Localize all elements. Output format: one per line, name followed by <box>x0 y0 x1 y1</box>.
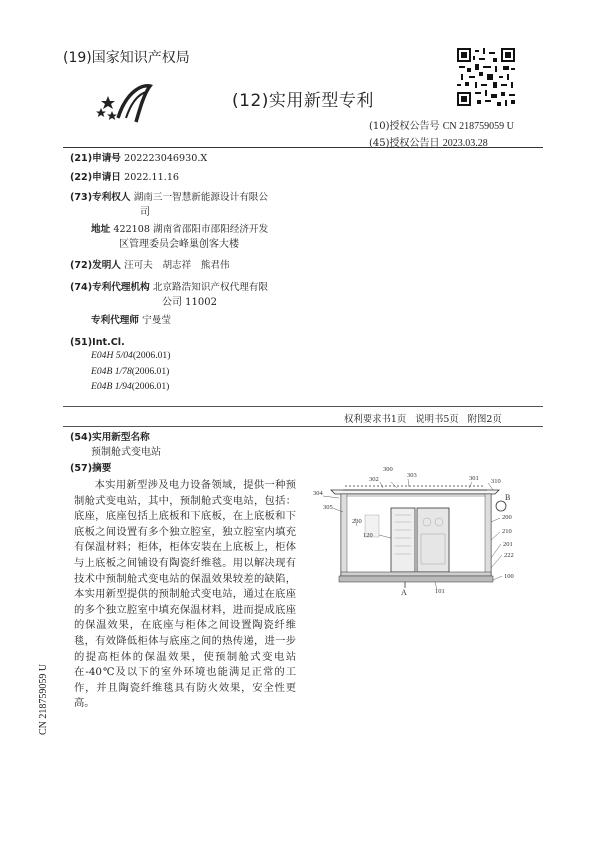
patentee-line1: 湖南三一智慧新能源设计有限公 <box>133 192 268 203</box>
switchgear-cabinet <box>391 508 415 572</box>
title-label <box>70 430 150 445</box>
abstract-text: 本实用新型涉及电力设备领域，提供一种预制舱式变电站，其中，预制舱式变电站，包括：底座，底座包括上底板和下底板，在上底板和下底板之间设置有多个独立腔室，独立腔室内填充有保温材料；柜体，柜体安装在上底板上，柜体与上底板之间铺设有陶瓷纤维毯。用以解决现有技术中预制舱式变电站的保温效果较差的缺陷，本实用新型提供的预制舱式变电站，通过在底座的多个独立腔室中填充保温材料，进而提成底座的保温效果，在底座与柜体之间设置陶瓷纤维毯，有效降低柜体与底座之间的热传递，进一步的提高柜体的保温效果，使预制舱式变电站在-40℃及以下的室外环境也能满足正常的工作，并且陶瓷纤维毯具有防火效果，安全性更高。 <box>74 479 296 710</box>
ipc-item <box>91 366 169 377</box>
pub-date-label: (45)授权公告日 <box>369 138 440 149</box>
counts-divider-top <box>63 406 543 407</box>
app-date: 2022.11.16 <box>124 172 180 183</box>
ipc-code: E04B 1/94 <box>91 381 132 392</box>
inventors: 汪可夫 胡志祥 熊君伟 <box>124 260 230 271</box>
label-222: 222 <box>504 552 514 559</box>
pub-number-row <box>369 117 514 132</box>
app-date-row <box>70 170 179 185</box>
pub-number-label: (10)授权公告号 <box>369 121 440 132</box>
app-number: 202223046930.X <box>124 153 208 164</box>
left-wall <box>341 494 347 576</box>
ipc-item <box>91 381 169 392</box>
address-line1: 422108 湖南省邵阳市邵阳经济开发 <box>113 224 269 235</box>
ipc-code: E04H 5/04 <box>91 350 133 361</box>
abstract-label <box>70 461 111 476</box>
office-name: (19)国家知识产权局 <box>63 50 190 66</box>
ipc-date: (2006.01) <box>132 350 171 361</box>
counts-divider-bottom <box>63 426 543 427</box>
ipc-item <box>91 350 170 361</box>
label-101: 101 <box>435 588 445 595</box>
label-100: 100 <box>504 573 514 580</box>
label-300: 300 <box>383 466 393 473</box>
address-line2: 区管理委员会峰巢创客大楼 <box>119 239 239 250</box>
agency-row <box>70 280 268 295</box>
abstract-label-text: (57)摘要 <box>70 463 112 474</box>
intcl-label <box>70 335 125 350</box>
transformer-cabinet <box>417 508 449 572</box>
utility-model-title: 预制舱式变电站 <box>91 447 161 458</box>
app-number-label: (21)申请号 <box>70 153 121 164</box>
roof <box>331 490 499 494</box>
base <box>339 576 493 582</box>
label-b: B <box>505 493 511 502</box>
label-120: 120 <box>363 532 373 539</box>
patentee-row <box>70 190 268 205</box>
label-304: 304 <box>313 490 323 497</box>
right-wall <box>485 494 491 576</box>
detail-circle-b <box>496 501 506 511</box>
ipc-date: (2006.01) <box>131 381 170 392</box>
upper-floor <box>341 572 491 576</box>
ipc-code: E04B 1/78 <box>91 366 132 377</box>
agent-label: 专利代理师 <box>91 315 139 326</box>
abstract-figure <box>305 460 530 595</box>
inventor-row <box>70 258 230 273</box>
pub-number: CN 218759059 U <box>442 121 514 132</box>
page-counts: 权利要求书1页 说明书5页 附图2页 <box>344 414 502 425</box>
app-number-row <box>70 151 207 166</box>
side-pub-number: CN 218759059 U <box>38 663 49 735</box>
ipc-date: (2006.01) <box>131 366 170 377</box>
qr-code <box>457 48 515 106</box>
app-date-label: (22)申请日 <box>70 172 121 183</box>
header-divider <box>63 147 543 148</box>
patentee-line2: 司 <box>140 207 150 218</box>
address-label: 地址 <box>91 224 111 235</box>
intcl-label-text: (51)Int.Cl. <box>70 337 125 348</box>
address-row <box>91 222 268 237</box>
inventor-label: (72)发明人 <box>70 260 121 271</box>
agent: 宁曼莹 <box>142 315 171 326</box>
cnipa-logo-icon <box>96 78 154 126</box>
label-310: 310 <box>491 478 501 485</box>
label-210: 210 <box>502 528 512 535</box>
pub-date: 2023.03.28 <box>442 138 488 149</box>
title-label-text: (54)实用新型名称 <box>70 432 150 443</box>
label-200: 200 <box>502 514 512 521</box>
agency-label: (74)专利代理机构 <box>70 282 150 293</box>
label-301: 301 <box>469 475 479 482</box>
document-type: (12)实用新型专利 <box>232 91 374 111</box>
label-201: 201 <box>503 541 513 548</box>
agency-line2: 公司 11002 <box>162 297 217 308</box>
patentee-label: (73)专利权人 <box>70 192 131 203</box>
agency-line1: 北京路浩知识产权代理有限 <box>152 282 268 293</box>
label-302: 302 <box>369 476 379 483</box>
label-230: 230 <box>352 518 362 525</box>
label-303: 303 <box>407 472 417 479</box>
agent-row <box>91 313 171 328</box>
label-a: A <box>401 588 407 595</box>
label-305: 305 <box>323 504 333 511</box>
